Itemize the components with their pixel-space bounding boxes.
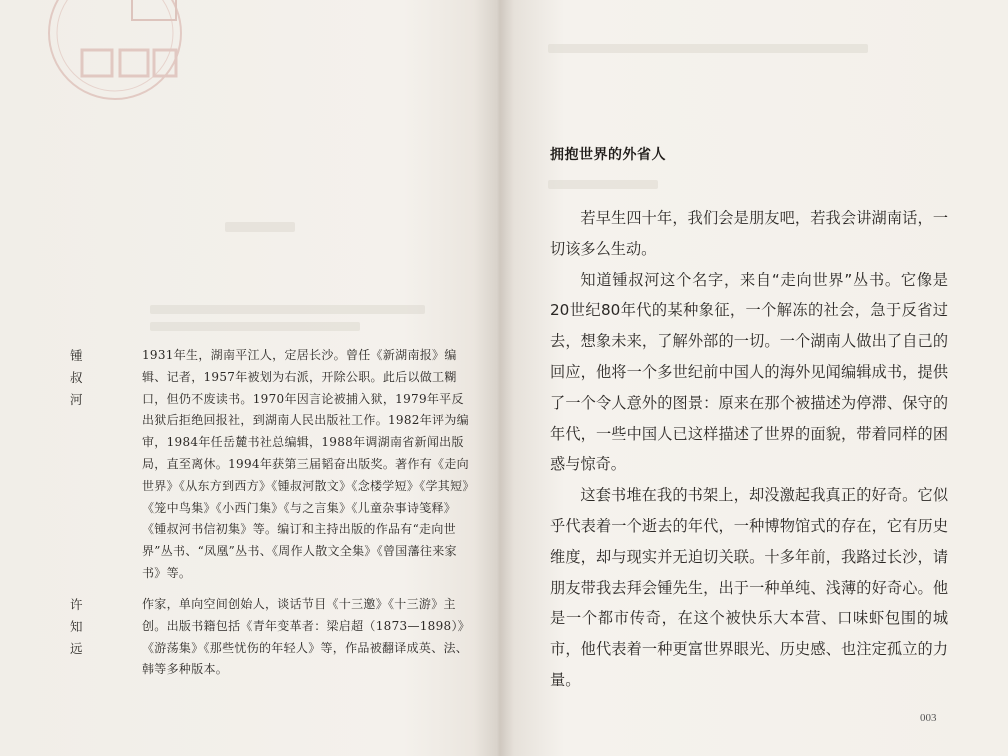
right-page xyxy=(498,0,1008,756)
page-number: 003 xyxy=(920,712,937,724)
entry-name: 锺叔河 xyxy=(70,348,84,407)
entry-bio: 1931年生，湖南平江人，定居长沙。曾任《新湖南报》编辑、记者，1957年被划为右派，开除公职。此后以做工糊口，但仍不废读书。1970年因言论被捕入狱，1979年平反出狱后拒绝回报社，到湖南人民出版社工作。1982年评为编审，1984年任岳麓书社总编辑，1988年调湖南省新闻出版局，直至离休。1994年获第三届韬奋出版奖。著作有《走向世界》《从东方到西方》《锺叔河散文》《念楼学短》《学其短》《笼中鸟集》《小西门集》《与之言集》《儿童杂事诗笺释》《锺叔河书信初集》等。编订和主持出版的作品有“走向世界”丛书、“凤凰”丛书、《周作人散文全集》《曾国藩往来家书》等。 xyxy=(142,348,469,580)
essay-body xyxy=(550,203,948,696)
entry-bio: 作家，单向空间创始人，谈话节目《十三邀》《十三游》主创。出版书籍包括《青年变革者：梁启超（1873—1898）》《游荡集》《那些忧伤的年轻人》等，作品被翻译成英、法、韩等多种版本。 xyxy=(142,597,469,677)
paragraph: 知道锺叔河这个名字，来自“走向世界”丛书。它像是20世纪80年代的某种象征，一个解冻的社会，急于反省过去，想象未来，了解外部的一切。一个湖南人做出了自己的回应，他将一个多世纪前中国人的海外见闻编辑成书，提供了一个令人意外的图景：原来在那个被描述为停滞、保守的年代，一些中国人已这样描述了世界的面貌，带着同样的困惑与惊奇。 xyxy=(550,270,948,474)
library-stamp-icon xyxy=(40,0,190,108)
show-through-text xyxy=(548,180,658,189)
show-through-text xyxy=(548,44,868,53)
show-through-text xyxy=(150,305,425,314)
show-through-text xyxy=(150,322,360,331)
paragraph: 这套书堆在我的书架上，却没激起我真正的好奇。它似乎代表着一个逝去的年代，一种博物馆式的存在，它有历史维度，却与现实并无迫切关联。十多年前，我路过长沙，请朋友带我去拜会锺先生，出于一种单纯、浅薄的好奇心。他是一个都市传奇，在这个被快乐大本营、口味虾包围的城市，他代表着一种更富世界眼光、历史感、也注定孤立的力量。 xyxy=(550,486,948,689)
left-page xyxy=(0,0,496,756)
show-through-text xyxy=(225,222,295,232)
essay-title: 拥抱世界的外省人 xyxy=(550,147,666,163)
paragraph: 若早生四十年，我们会是朋友吧，若我会讲湖南话，一切该多么生动。 xyxy=(550,209,948,258)
entry-name: 许知远 xyxy=(70,597,84,656)
